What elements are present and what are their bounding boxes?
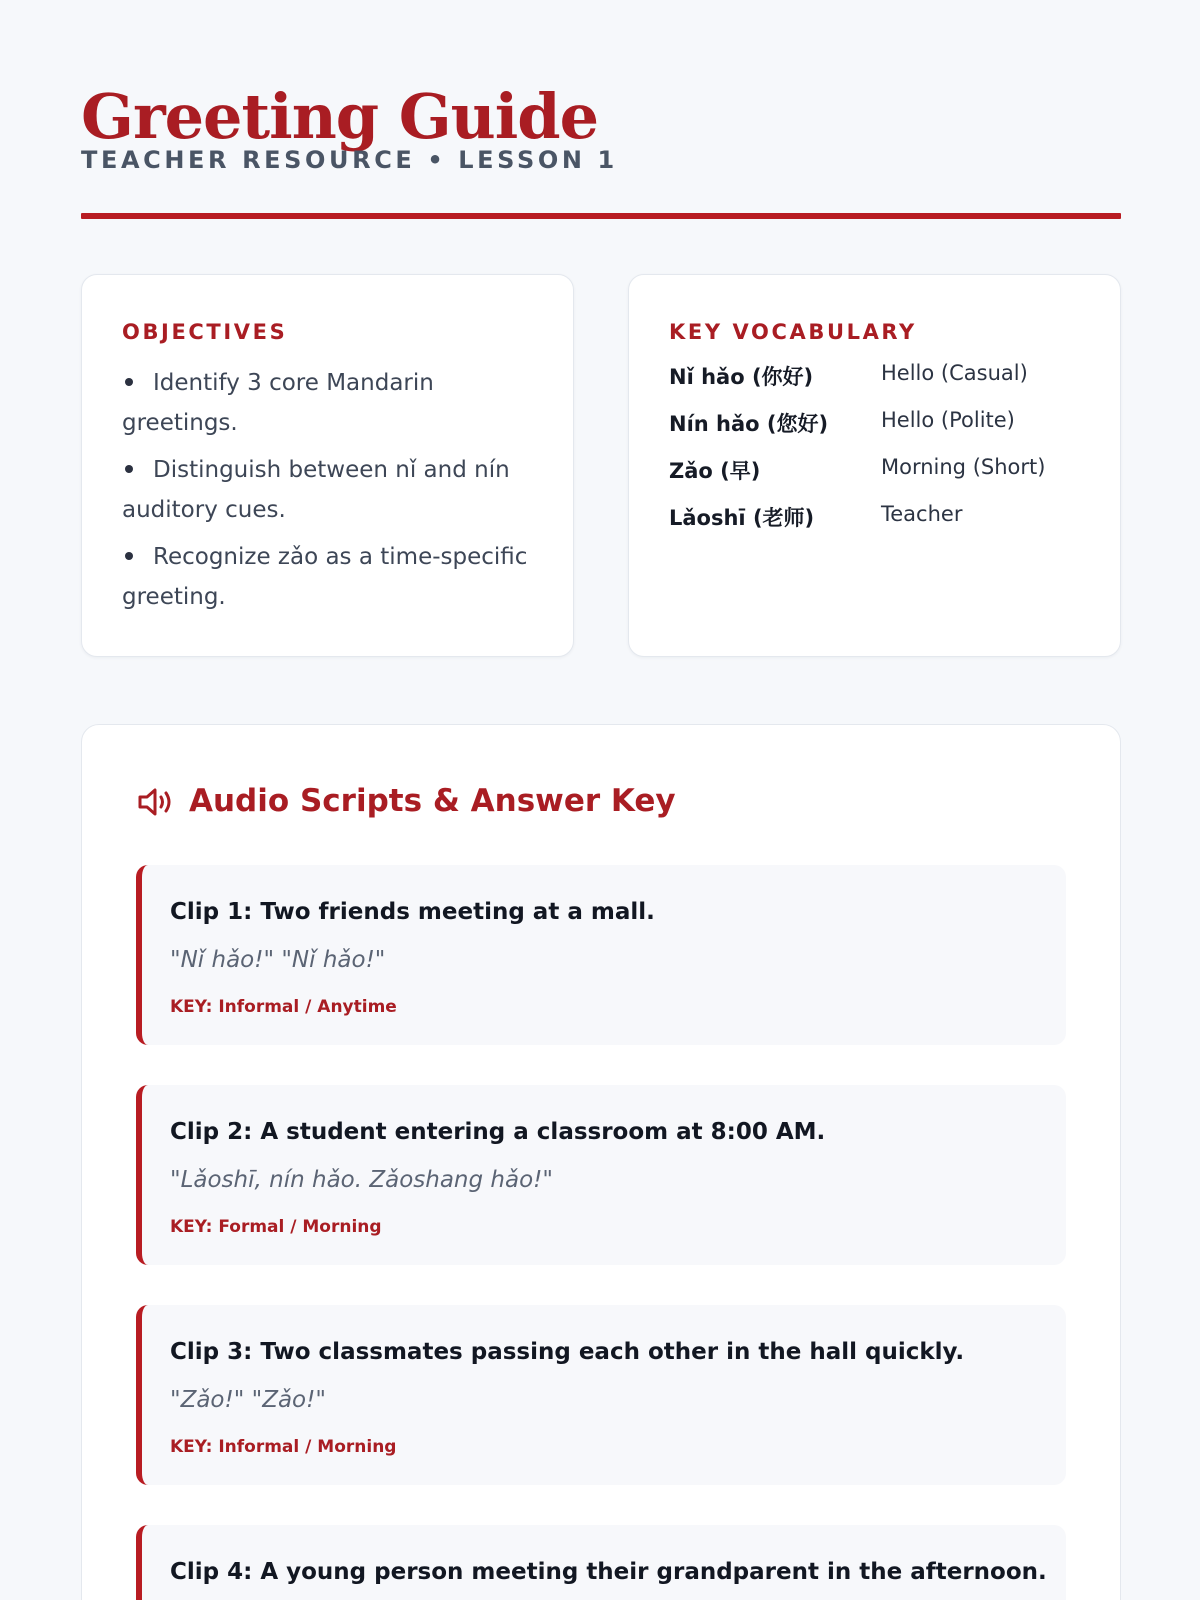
objective-text: Recognize zǎo as a time-specific greeting.: [122, 544, 528, 610]
vocabulary-term: Lǎoshī (老师): [669, 506, 815, 530]
clip-answer-key: KEY: Informal / Anytime: [170, 997, 397, 1017]
vocabulary-term: Nín hǎo (您好): [669, 412, 829, 436]
clip-title: Clip 1: Two friends meeting at a mall.: [170, 899, 655, 925]
objective-item: [122, 537, 542, 617]
objective-text: Distinguish between nǐ and nín auditory cues.: [122, 457, 510, 523]
clip-title: Clip 4: A young person meeting their grandparent in the afternoon.: [170, 1559, 1047, 1585]
bullet-icon: [125, 465, 133, 473]
audio-scripts-section: [81, 724, 1121, 1600]
vocabulary-definition: Hello (Casual): [881, 361, 1028, 385]
audio-clip-card: [136, 1085, 1066, 1265]
vocabulary-card: [628, 274, 1121, 657]
header-divider: [81, 213, 1121, 219]
vocabulary-definition: Morning (Short): [881, 455, 1046, 479]
clip-answer-key: KEY: Formal / Morning: [170, 1217, 382, 1237]
speaker-icon: [137, 785, 175, 819]
clip-title: Clip 3: Two classmates passing each other in the hall quickly.: [170, 1339, 965, 1365]
objective-item: [122, 450, 542, 530]
clip-script: "Nǐ hǎo!" "Nǐ hǎo!": [170, 947, 386, 973]
vocabulary-term: Zǎo (早): [669, 459, 761, 483]
objectives-card: [81, 274, 574, 657]
objective-text: Identify 3 core Mandarin greetings.: [122, 370, 434, 436]
vocabulary-definition: Hello (Polite): [881, 408, 1015, 432]
vocabulary-title: KEY VOCABULARY: [669, 320, 917, 344]
page-title: Greeting Guide: [81, 80, 599, 153]
vocabulary-term: Nǐ hǎo (你好): [669, 365, 814, 389]
bullet-icon: [125, 552, 133, 560]
clip-script: "Lǎoshī, nín hǎo. Zǎoshang hǎo!": [170, 1167, 553, 1193]
clip-script: "Zǎo!" "Zǎo!": [170, 1387, 326, 1413]
objectives-title: OBJECTIVES: [122, 320, 288, 344]
clip-title: Clip 2: A student entering a classroom at 8:00 AM.: [170, 1119, 826, 1145]
page-subtitle: TEACHER RESOURCE • LESSON 1: [81, 146, 618, 174]
vocabulary-definition: Teacher: [881, 502, 963, 526]
audio-clip-card: [136, 865, 1066, 1045]
bullet-icon: [125, 378, 133, 386]
audio-section-title: Audio Scripts & Answer Key: [189, 783, 676, 819]
audio-clip-card: [136, 1305, 1066, 1485]
objective-item: [122, 363, 542, 443]
objectives-list: [122, 363, 542, 624]
clip-answer-key: KEY: Informal / Morning: [170, 1437, 397, 1457]
audio-clip-card: [136, 1525, 1066, 1600]
